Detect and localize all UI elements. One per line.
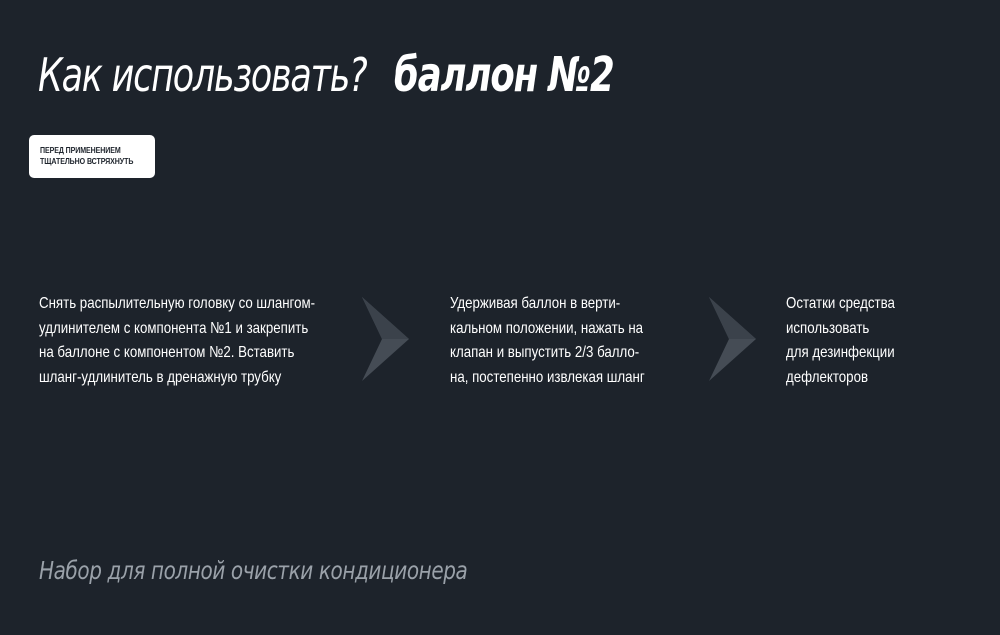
step-line: Удерживая баллон в верти- [450, 295, 621, 312]
step-line: кальном положении, нажать на [450, 319, 644, 337]
page-title [38, 44, 691, 106]
title-question: Как использовать? [38, 48, 367, 102]
step-1-text [39, 292, 372, 390]
step-3-text [786, 292, 917, 390]
shake-warning-badge [29, 135, 155, 178]
badge-line: ПЕРЕД ПРИМЕНЕНИЕМ [40, 145, 121, 155]
step-line: клапан и выпустить 2/3 балло- [450, 344, 640, 361]
step-line: удлинителем с компонента №1 и закрепить [39, 319, 309, 337]
step-line: использовать [786, 319, 870, 337]
step-line: шланг-удлинитель в дренажную трубку [39, 368, 282, 386]
title-product: баллон №2 [394, 47, 614, 103]
chevron-right-icon [361, 296, 409, 382]
step-line: дефлекторов [786, 368, 869, 386]
chevron-right-icon [708, 296, 756, 382]
badge-line: ТЩАТЕЛЬНО ВСТРЯХНУТЬ [40, 156, 134, 166]
step-line: на баллоне с компонентом №2. Вставить [39, 344, 295, 361]
kit-tagline: Набор для полной очистки кондиционера [39, 556, 468, 585]
step-line: для дезинфекции [786, 344, 895, 361]
step-line: на, постепенно извлекая шланг [450, 368, 645, 386]
step-2-text [450, 292, 685, 390]
step-line: Остатки средства [786, 295, 895, 312]
step-line: Снять распылительную головку со шлангом- [39, 295, 316, 312]
